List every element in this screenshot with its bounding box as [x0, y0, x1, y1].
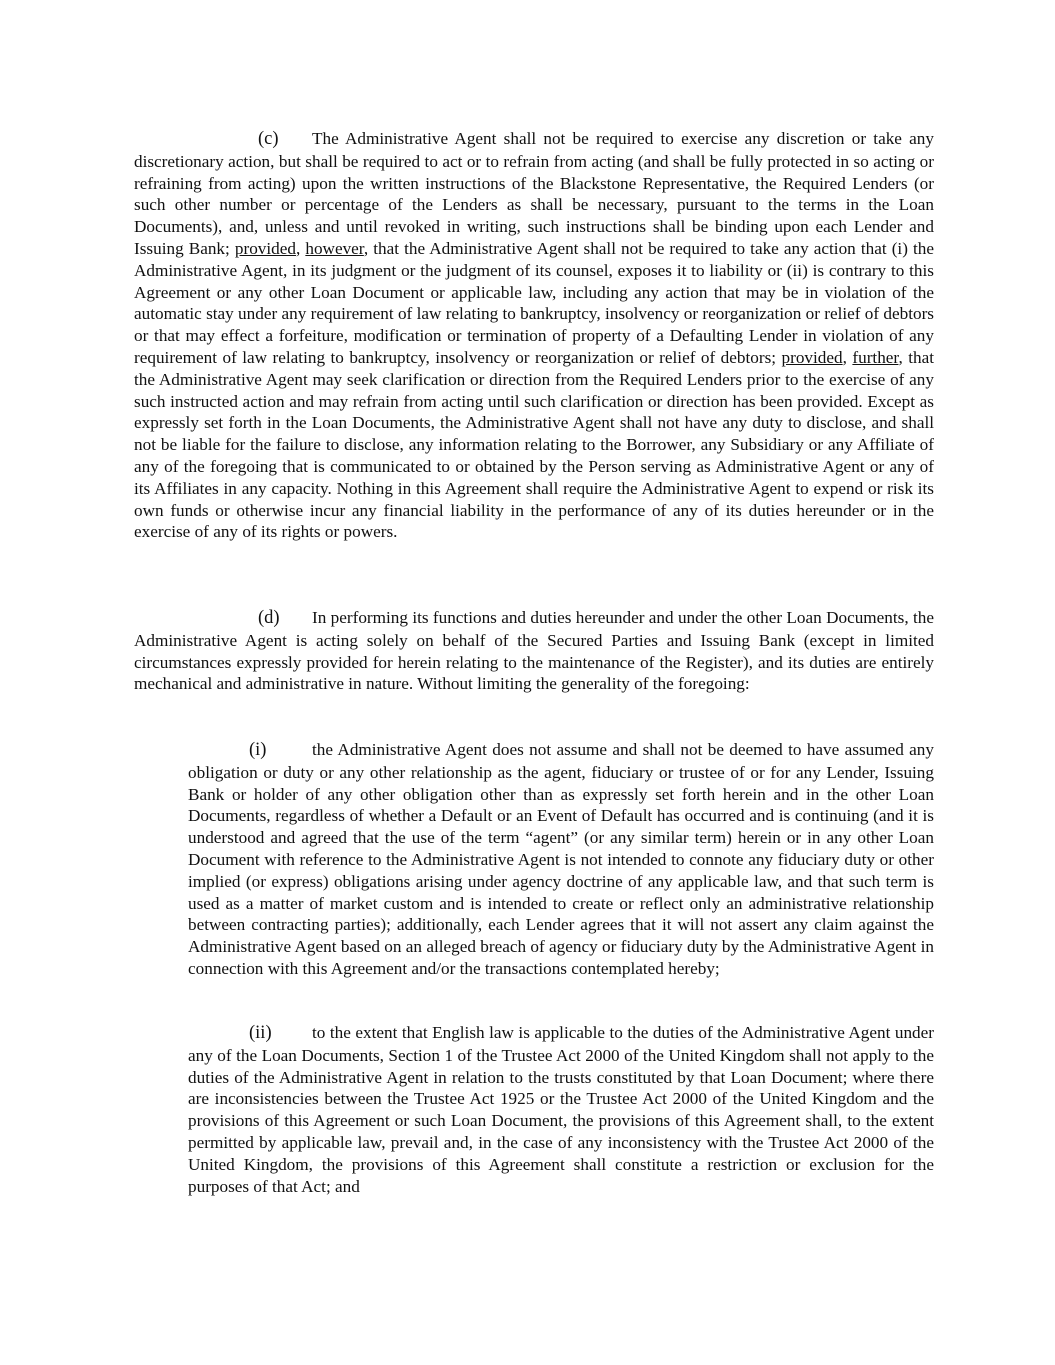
clause-i-text: the Administrative Agent does not assume and shall not be deemed to have assumed any obligation or duty or any other relationship as the agent, fiduciary or trustee of or for any Lender, Issuing Bank or holder of any other obligation other than as expressly set forth herein and in the other Loan Documents, regardless of whether a Default or an Event of Default has occurred and is continuing (and it is understood and agreed that the use of the term “agent” (or any similar term) herein or in any other Loan Document with reference to the Administrative Agent is not intended to connote any fiduciary duty or other implied (or express) obligations arising under agency doctrine of any applicable law, and that such term is used as a matter of market custom and is intended to create or reflect only an administrative relationship between contracting parties); additionally, each Lender agrees that it will not assert any claim against the Administrative Agent based on an alleged breach of agency or fiduciary duty by the Administrative Agent in connection with this Agreement and/or the transactions contemplated hereby; [188, 740, 934, 978]
paragraph-c-comma-2: , [842, 347, 853, 367]
clause-i [188, 739, 934, 980]
paragraph-d-text: In performing its functions and duties hereunder and under the other Loan Documents, the Administrative Agent is acting solely on behalf of the Secured Parties and Issuing Bank (except in limited circumstances expressly provided for herein relating to the maintenance of the Register), and its duties are entirely mechanical and administrative in nature. Without limiting the generality of the foregoing: [134, 608, 934, 694]
provided-emphasis-1: provided [234, 238, 296, 258]
clause-marker-i: (i) [249, 740, 267, 760]
clause-marker-ii: (ii) [249, 1023, 272, 1043]
paragraph-c-text-3: , that the Administrative Agent may seek clarification or direction from the Required Lenders prior to the exercise of any such instructed action and may refrain from acting until such clarification or direction has been provided. Except as expressly set forth in the Loan Documents, the Administrative Agent shall not have any duty to disclose, and shall not be liable for the failure to disclose, any information relating to the Borrower, any Subsidiary or any Affiliate of any of the foregoing that is communicated to or obtained by the Person serving as Administrative Agent or any of its Affiliates in any capacity. Nothing in this Agreement shall require the Administrative Agent to expend or risk its own funds or otherwise incur any financial liability in the performance of any of its duties hereunder or in the exercise of any of its rights or powers. [134, 347, 934, 542]
paragraph-d [134, 607, 934, 695]
paragraph-marker-d: (d) [258, 608, 280, 628]
further-emphasis: further [852, 347, 899, 367]
paragraph-c-comma-1: , [295, 238, 306, 258]
however-emphasis: however [305, 238, 364, 258]
paragraph-c [134, 128, 934, 543]
clause-ii-text: to the extent that English law is applicable to the duties of the Administrative Agent under any of the Loan Documents, Section 1 of the Trustee Act 2000 of the United Kingdom shall not apply to the duties of the Administrative Agent in relation to the trusts constituted by that Loan Document; where there are inconsistencies between the Trustee Act 1925 or the Trustee Act 2000 of the United Kingdom and the provisions of this Agreement or such Loan Document, the provisions of this Agreement shall, to the extent permitted by applicable law, prevail and, in the case of any inconsistency with the Trustee Act 2000 of the United Kingdom, the provisions of this Agreement shall constitute a restriction or exclusion for the purposes of that Act; and [188, 1023, 934, 1196]
paragraph-c-text-2: , that the Administrative Agent shall not be required to take any action that (i) the Administrative Agent, in its judgment or the judgment of its counsel, exposes it to liability or (ii) is contrary to this Agreement or any other Loan Document or applicable law, including any action that may be in violation of the automatic stay under any requirement of law relating to bankruptcy, insolvency or reorganization or relief of debtors or that may effect a forfeiture, modification or termination of property of a Defaulting Lender in violation of any requirement of law relating to bankruptcy, insolvency or reorganization or relief of debtors; [134, 238, 934, 367]
paragraph-marker-c: (c) [258, 129, 279, 149]
paragraph-c-text-1: The Administrative Agent shall not be required to exercise any discretion or take any discretionary action, but shall be required to act or to refrain from acting (and shall be fully protected in so acting or refraining from acting) upon the written instructions of the Blackstone Representative, the Required Lenders (or such other number or percentage of the Lenders as shall be necessary, pursuant to the terms in the Loan Documents), and, unless and until revoked in writing, such instructions shall be binding upon each Lender and Issuing Bank; [134, 129, 934, 258]
clause-ii [188, 1022, 934, 1197]
provided-emphasis-2: provided [781, 347, 843, 367]
